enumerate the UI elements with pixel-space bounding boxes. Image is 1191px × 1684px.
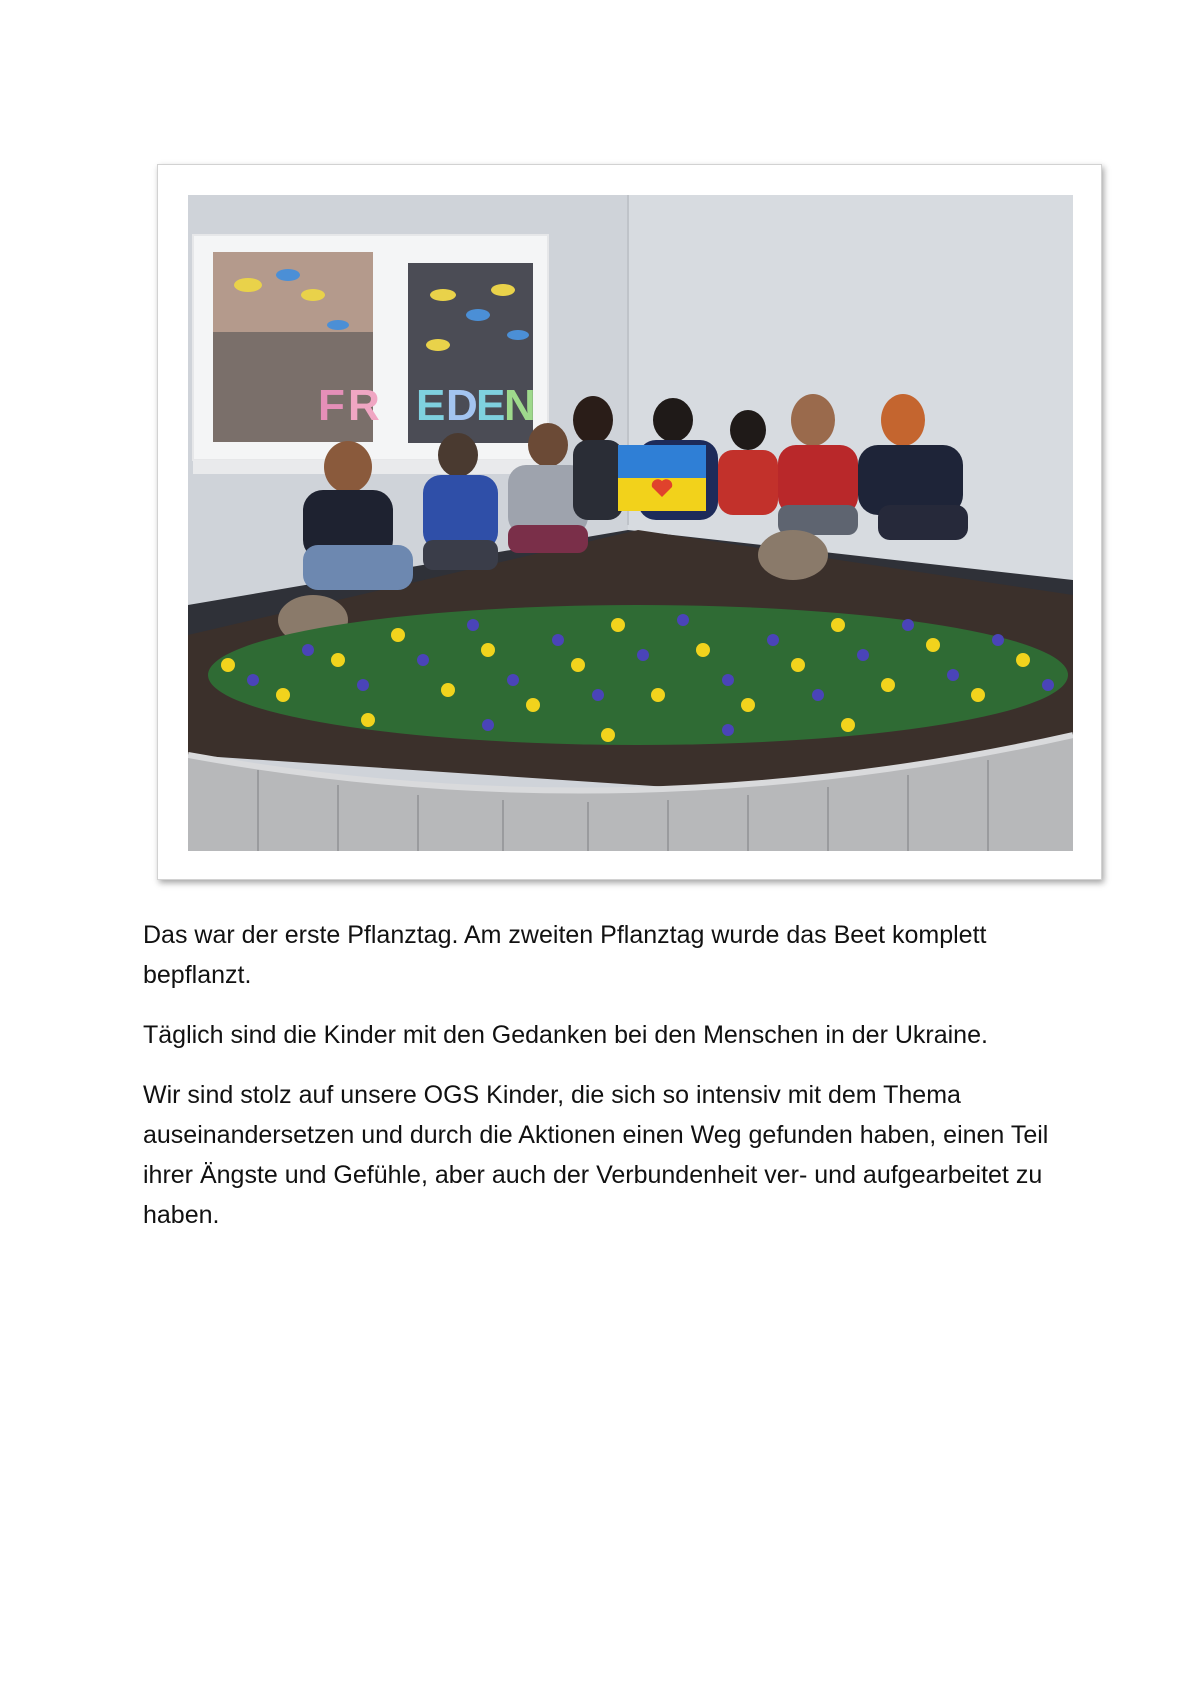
paragraph-thoughts-ukraine: Täglich sind die Kinder mit den Gedanken bei den Menschen in der Ukraine.	[143, 1021, 988, 1049]
svg-text:D: D	[446, 381, 478, 430]
photo-frame	[157, 164, 1102, 880]
svg-text:E: E	[476, 381, 506, 430]
paragraph-first-planting-day: Das war der erste Pflanztag. Am zweiten Pflanztag wurde das Beet komplett bepflanzt.	[143, 921, 987, 989]
body-text	[143, 915, 1063, 1255]
svg-text:R: R	[348, 381, 380, 430]
svg-text:N: N	[504, 381, 536, 430]
photo-image	[188, 195, 1073, 851]
svg-text:E: E	[416, 381, 446, 430]
svg-text:F: F	[318, 381, 345, 430]
garden-photo	[188, 195, 1073, 851]
paragraph-proud-of-children: Wir sind stolz auf unsere OGS Kinder, die sich so intensiv mit dem Thema auseinandersetzen und durch die Aktionen einen Weg gefunden haben, einen Teil ihrer Ängste und Gefühle, aber auch der Verbundenheit ver- und aufgearbeitet zu haben.	[143, 1081, 1049, 1229]
